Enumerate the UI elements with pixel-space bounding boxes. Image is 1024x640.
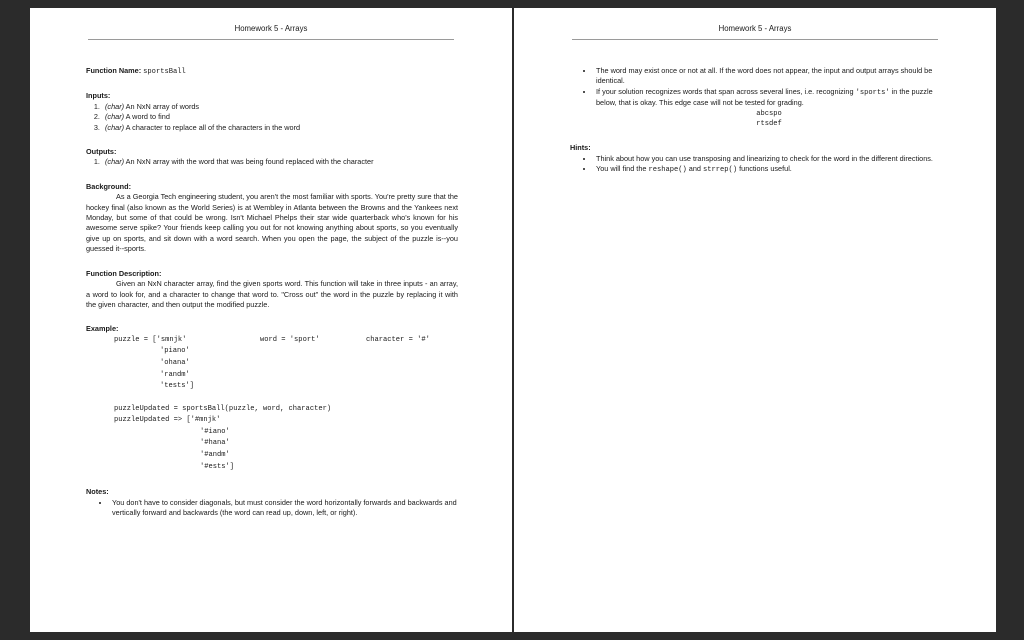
- notes-list-continued: [570, 66, 942, 129]
- notes-heading: Notes:: [86, 487, 109, 497]
- notes-list: [86, 498, 458, 519]
- notes-item: [594, 87, 942, 130]
- hint-text: functions useful.: [737, 164, 792, 174]
- outputs-list: [86, 157, 458, 167]
- output-item: [102, 157, 458, 167]
- example-result-row: '#hana': [200, 439, 230, 448]
- inputs-list: [86, 102, 458, 133]
- hints-heading: Hints:: [570, 143, 591, 153]
- outputs-heading: Outputs:: [86, 147, 117, 157]
- hint-item: • Think about how you can use transposing and linearizing to check for the word in the different directions.: [594, 154, 942, 164]
- notes-item: • You don't have to consider diagonals, but must consider the word horizontally forwards and backwards and vertically forward and backwards (the word can read up, down, left, or right).: [110, 498, 458, 519]
- input-item: [102, 102, 458, 112]
- output-text: An NxN array with the word that was being found replaced with the character: [124, 157, 374, 167]
- input-type: (char): [105, 122, 125, 132]
- page-right: [514, 8, 996, 632]
- right-page-content: [570, 66, 942, 176]
- hint-text: and: [686, 164, 704, 174]
- inputs-heading: Inputs:: [86, 91, 111, 101]
- function-name-label: Function Name:: [86, 66, 142, 75]
- input-text: A word to find: [124, 112, 170, 122]
- hints-list: [570, 154, 942, 176]
- example-call-line: puzzleUpdated = sportsBall(puzzle, word, character): [114, 404, 332, 413]
- example-code-block: [86, 335, 458, 474]
- function-name-line: [86, 66, 458, 77]
- output-type: (char): [105, 157, 125, 167]
- example-heading: Example:: [86, 324, 119, 334]
- edge-case-line: abcspo: [756, 109, 782, 118]
- input-text: An NxN array of words: [124, 101, 200, 111]
- example-result-row: '#ests']: [200, 462, 235, 471]
- input-type: (char): [105, 112, 125, 122]
- function-description-heading: Function Description:: [86, 268, 162, 278]
- example-result-line: puzzleUpdated => ['#mnjk': [114, 416, 221, 425]
- hint-code: reshape(): [648, 166, 687, 175]
- notes-code: 'sports': [855, 88, 890, 97]
- input-item: [102, 112, 458, 122]
- notes-item: • The word may exist once or not at all. If the word does not appear, the input and output arrays should be identical.: [594, 66, 942, 87]
- example-puzzle-row: 'tests']: [160, 382, 195, 391]
- left-page-content: [86, 66, 458, 518]
- input-type: (char): [105, 101, 125, 111]
- example-character: character = '#': [366, 335, 430, 344]
- example-puzzle-row: 'piano': [160, 347, 190, 356]
- example-result-row: '#andm': [200, 451, 230, 460]
- hint-text: You will find the: [596, 164, 649, 174]
- notes-text: If your solution recognizes words that span across several lines, i.e. recognizing: [596, 86, 856, 96]
- background-paragraph: As a Georgia Tech engineering student, you aren't the most familiar with sports. You're pretty sure that the hockey final (also known as the World Series) is at Wembley in Atlanta between the Browns and the Yankees next Monday, but some of that could be wrong. Isn't Michael Phelps their star wide quarterback who's known for his awesome serve spike? Your friends keep calling you out for not knowing anything about sports, so you eventually give up on sports, and sit down with a word search. When you open the page, the subject of the puzzle is--you guessed it--sports.: [86, 192, 458, 254]
- page-header-right: Homework 5 - Arrays: [572, 24, 938, 40]
- page-left: [30, 8, 512, 632]
- example-puzzle-row: 'randm': [160, 370, 190, 379]
- edge-case-line: rtsdef: [756, 120, 782, 129]
- example-result-row: '#iano': [200, 427, 230, 436]
- input-item: [102, 123, 458, 133]
- input-text: A character to replace all of the characters in the word: [124, 122, 301, 132]
- example-puzzle-line: puzzle = ['smnjk': [114, 335, 187, 344]
- page-header-left: Homework 5 - Arrays: [88, 24, 454, 40]
- function-name-value: sportsBall: [143, 68, 186, 76]
- function-description-paragraph: Given an NxN character array, find the given sports word. This function will take in three inputs - an array, a word to look for, and a character to change that word to. "Cross out" the word in the puzzle by replacing it with the given character, and then output the modified puzzle.: [86, 279, 458, 309]
- hint-code: strrep(): [703, 166, 738, 175]
- hint-item: [594, 164, 942, 175]
- background-heading: Background:: [86, 181, 131, 191]
- example-puzzle-row: 'ohana': [160, 358, 190, 367]
- example-word: word = 'sport': [260, 335, 320, 344]
- notes-text: in the puzzle below, that is okay. This edge case will not be tested for grading.: [596, 86, 933, 108]
